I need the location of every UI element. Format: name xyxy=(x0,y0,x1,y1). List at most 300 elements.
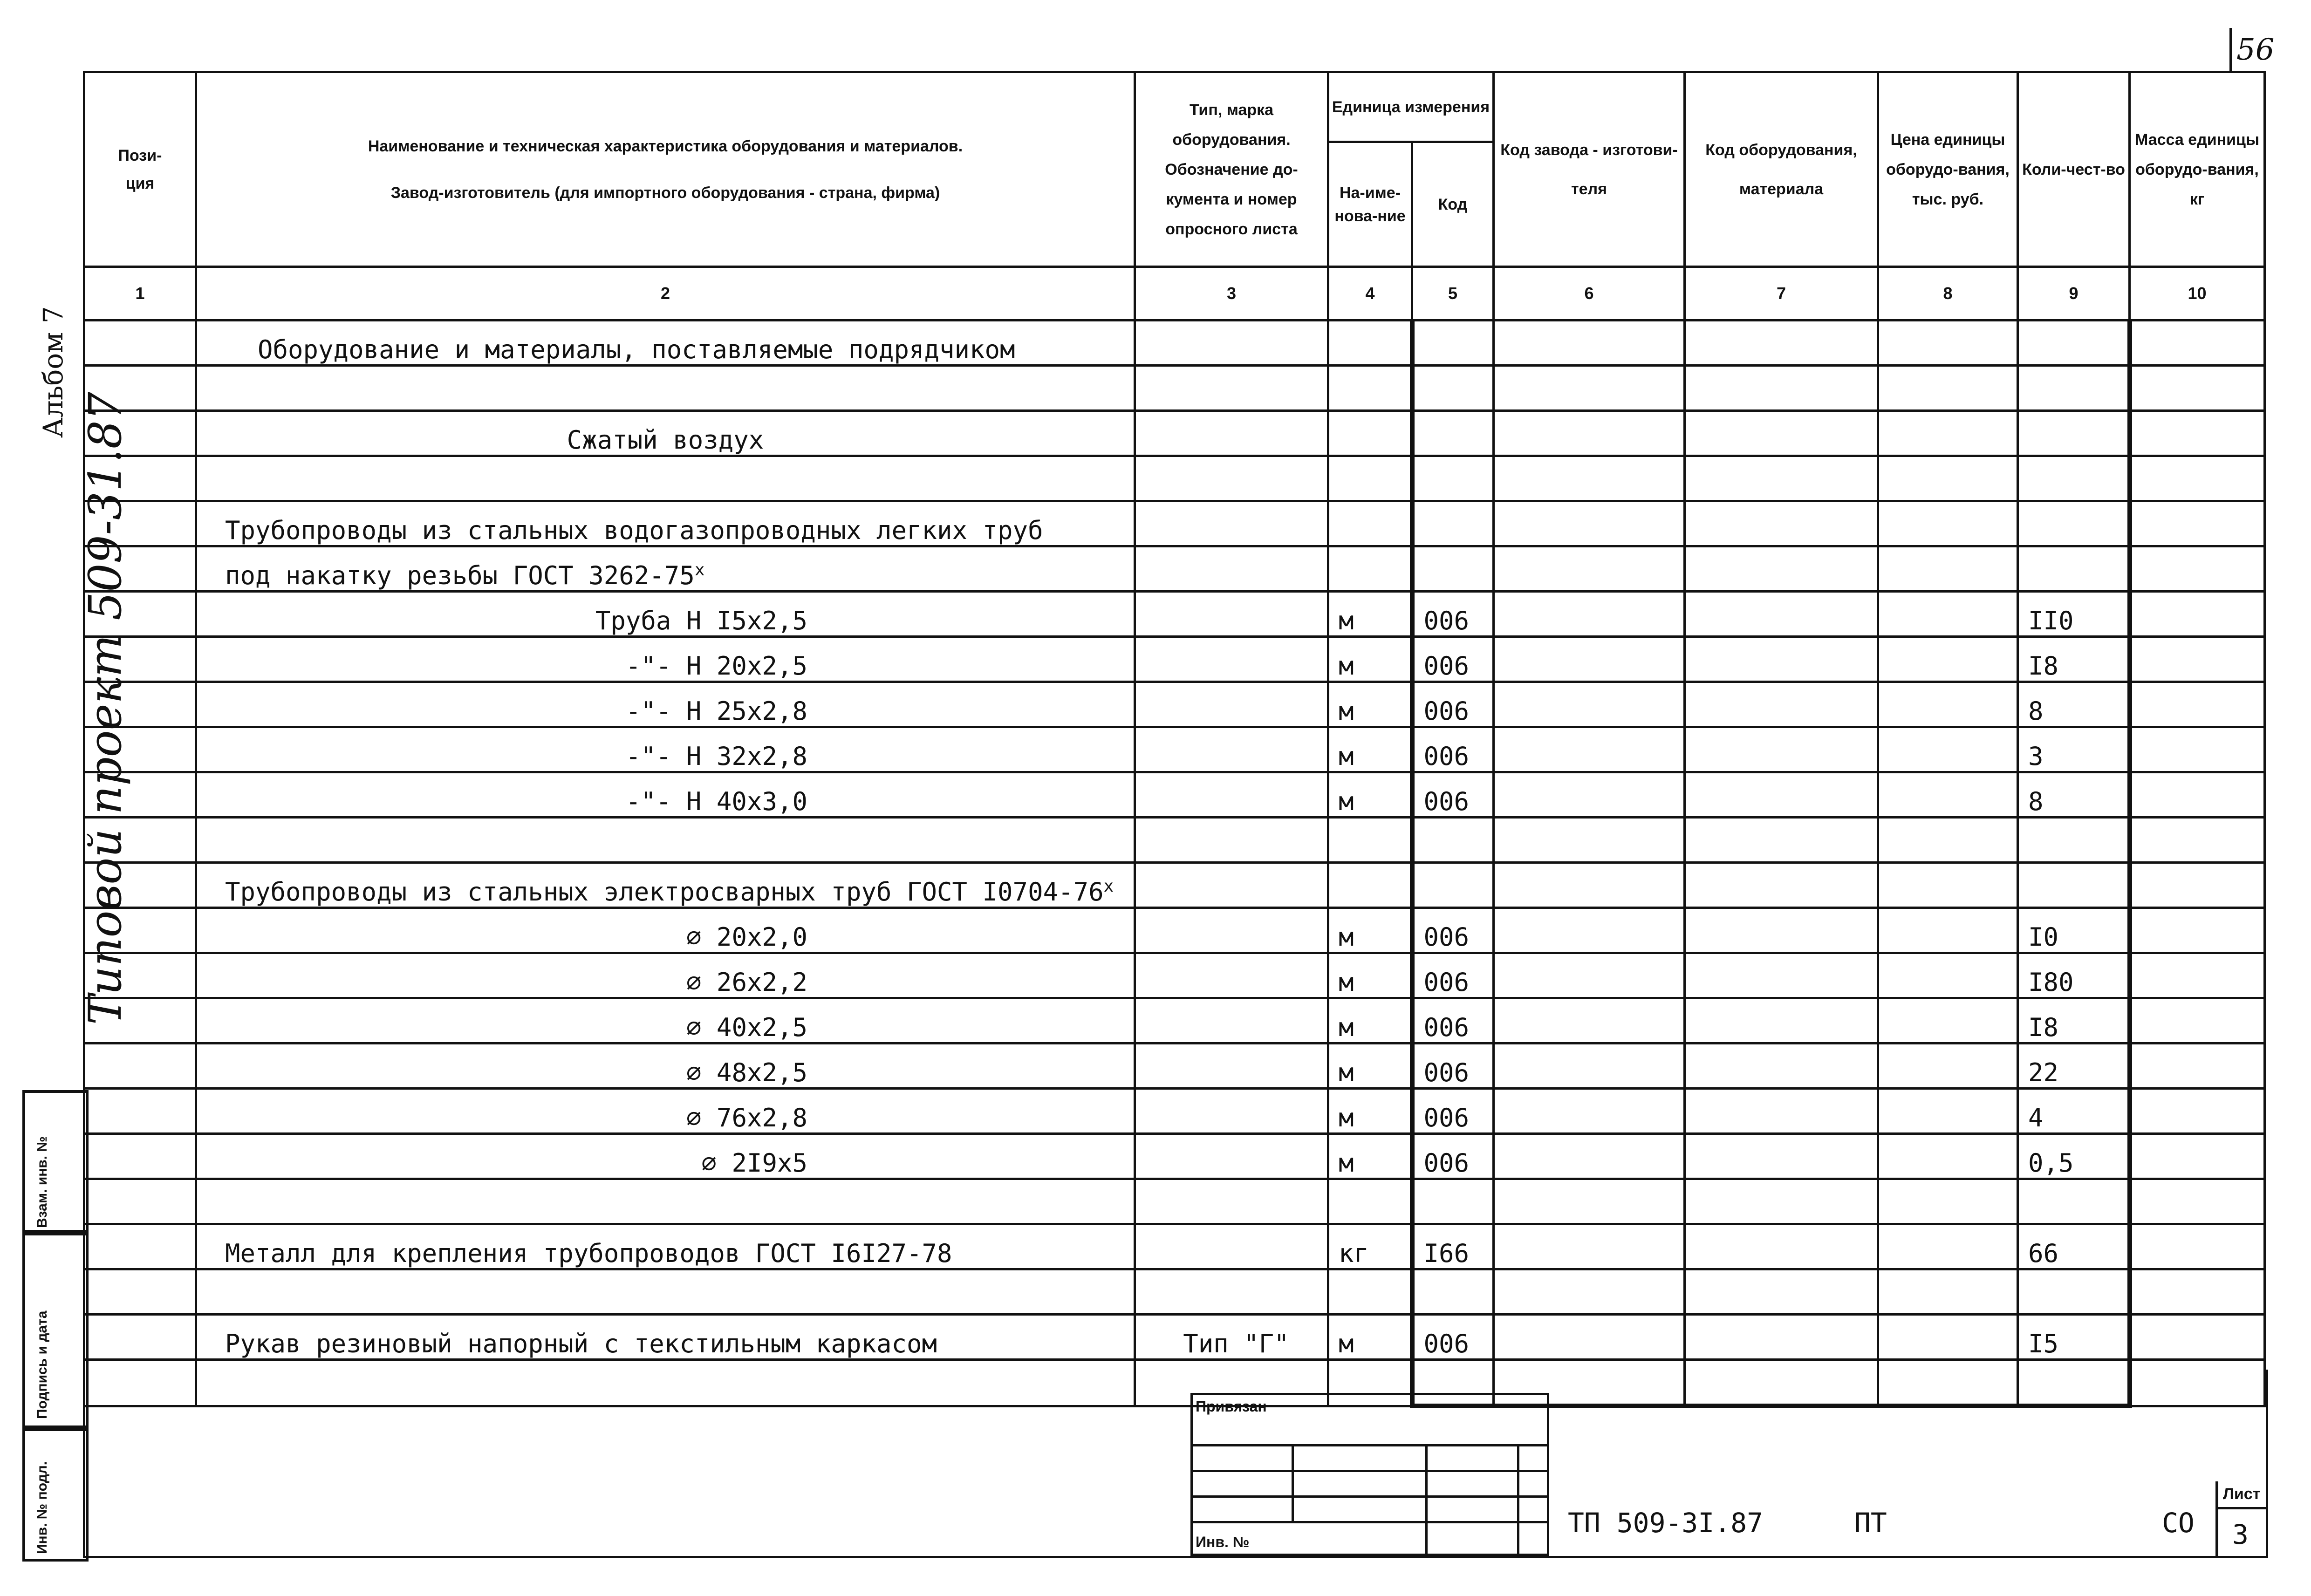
table-row xyxy=(84,818,2265,863)
cell-position xyxy=(84,1134,196,1179)
cell-unit-code xyxy=(1412,321,1494,366)
cell-price xyxy=(1878,546,2018,592)
stamp-vzam-label: Взам. инв. № xyxy=(34,1136,50,1228)
cell-factory-code xyxy=(1494,998,1685,1044)
cell-equipment-code xyxy=(1685,592,1878,637)
header-name xyxy=(196,72,1135,267)
column-number: 10 xyxy=(2130,267,2265,321)
cell-unit: кг xyxy=(1328,1224,1412,1269)
cell-name: -"- Н 20х2,5 xyxy=(196,637,1135,682)
superscript-mark: x xyxy=(694,560,705,580)
cell-position xyxy=(84,1315,196,1360)
sheet-number: 56 xyxy=(2236,33,2275,67)
cell-name: Оборудование и материалы, поставляемые подрядчиком xyxy=(196,321,1135,366)
table-row xyxy=(84,456,2265,501)
cell-equipment-code xyxy=(1685,1044,1878,1089)
cell-unit xyxy=(1328,1179,1412,1224)
cell-position xyxy=(84,1269,196,1315)
cell-unit: м xyxy=(1328,637,1412,682)
cell-mass xyxy=(2130,772,2265,818)
cell-type xyxy=(1135,818,1328,863)
cell-name xyxy=(196,456,1135,501)
cell-position xyxy=(84,501,196,546)
cell-type xyxy=(1135,953,1328,998)
cell-unit: м xyxy=(1328,953,1412,998)
cell-name: Трубопроводы из стальных электросварных труб ГОСТ I0704-76$^x$ xyxy=(196,863,1135,908)
header-type: Тип, марка оборудования. Обозначение до-кумента и номер опросного листа xyxy=(1135,72,1328,267)
table-row xyxy=(84,1044,2265,1089)
cell-unit: м xyxy=(1328,1315,1412,1360)
cell-name: под накатку резьбы ГОСТ 3262-75$^x$ xyxy=(196,546,1135,592)
cell-name: ∅ 20х2,0 xyxy=(196,908,1135,953)
cell-unit-code xyxy=(1412,366,1494,411)
cell-price xyxy=(1878,411,2018,456)
cell-name: Сжатый воздух xyxy=(196,411,1135,456)
stamp-podpis-box xyxy=(22,1230,89,1431)
column-number: 2 xyxy=(196,267,1135,321)
table-row xyxy=(84,1224,2265,1269)
cell-price xyxy=(1878,998,2018,1044)
cell-unit xyxy=(1328,366,1412,411)
cell-unit: м xyxy=(1328,908,1412,953)
cell-type xyxy=(1135,1044,1328,1089)
cell-unit-code xyxy=(1412,1179,1494,1224)
cell-price xyxy=(1878,637,2018,682)
cell-quantity xyxy=(2018,1179,2130,1224)
cell-unit-code: 006 xyxy=(1412,908,1494,953)
cell-quantity xyxy=(2018,366,2130,411)
table-row xyxy=(84,1315,2265,1360)
column-number: 8 xyxy=(1878,267,2018,321)
cell-mass xyxy=(2130,546,2265,592)
cell-name: -"- Н 32х2,8 xyxy=(196,727,1135,772)
cell-position xyxy=(84,772,196,818)
cell-price xyxy=(1878,727,2018,772)
cell-type xyxy=(1135,321,1328,366)
cell-type xyxy=(1135,863,1328,908)
sheet-value: 3 xyxy=(2232,1519,2249,1550)
cell-quantity xyxy=(2018,818,2130,863)
table-row xyxy=(84,501,2265,546)
cell-unit-code: 006 xyxy=(1412,953,1494,998)
cell-equipment-code xyxy=(1685,366,1878,411)
cell-factory-code xyxy=(1494,727,1685,772)
cell-type xyxy=(1135,501,1328,546)
cell-unit-code: 006 xyxy=(1412,1134,1494,1179)
cell-unit: м xyxy=(1328,998,1412,1044)
cell-equipment-code xyxy=(1685,818,1878,863)
title-block xyxy=(83,1370,2268,1558)
cell-price xyxy=(1878,1269,2018,1315)
cell-price xyxy=(1878,863,2018,908)
sheet-box xyxy=(2215,1481,2266,1556)
cell-unit-code xyxy=(1412,546,1494,592)
cell-position xyxy=(84,727,196,772)
document-stage: СО xyxy=(2162,1507,2195,1539)
table-row xyxy=(84,998,2265,1044)
cell-position xyxy=(84,1044,196,1089)
header-name-line1: Наименование и техническая характеристика оборудования и материалов. xyxy=(368,137,963,155)
cell-type xyxy=(1135,592,1328,637)
cell-mass xyxy=(2130,953,2265,998)
cell-name xyxy=(196,1269,1135,1315)
cell-factory-code xyxy=(1494,411,1685,456)
cell-quantity xyxy=(2018,501,2130,546)
table-row xyxy=(84,1269,2265,1315)
cell-factory-code xyxy=(1494,772,1685,818)
cell-unit-code: 006 xyxy=(1412,637,1494,682)
cell-unit: м xyxy=(1328,1089,1412,1134)
cell-price xyxy=(1878,1179,2018,1224)
cell-unit-code: 006 xyxy=(1412,1089,1494,1134)
cell-equipment-code xyxy=(1685,501,1878,546)
cell-equipment-code xyxy=(1685,1224,1878,1269)
cell-unit-code xyxy=(1412,456,1494,501)
cell-unit: м xyxy=(1328,592,1412,637)
cell-equipment-code xyxy=(1685,1179,1878,1224)
cell-equipment-code xyxy=(1685,998,1878,1044)
cell-equipment-code xyxy=(1685,908,1878,953)
cell-price xyxy=(1878,456,2018,501)
cell-unit: м xyxy=(1328,772,1412,818)
cell-factory-code xyxy=(1494,1224,1685,1269)
cell-price xyxy=(1878,953,2018,998)
cell-name: Трубопроводы из стальных водогазопроводных легких труб xyxy=(196,501,1135,546)
column-number: 3 xyxy=(1135,267,1328,321)
cell-quantity xyxy=(2018,411,2130,456)
header-equipment-code: Код оборудования, материала xyxy=(1685,72,1878,267)
cell-unit xyxy=(1328,411,1412,456)
binding-label: Привязан xyxy=(1192,1394,1548,1446)
cell-mass xyxy=(2130,592,2265,637)
table-row xyxy=(84,546,2265,592)
sheet-label: Лист xyxy=(2223,1485,2261,1503)
cell-quantity: 0,5 xyxy=(2018,1134,2130,1179)
table-body xyxy=(84,321,2265,1406)
cell-position xyxy=(84,366,196,411)
cell-unit xyxy=(1328,818,1412,863)
cell-mass xyxy=(2130,637,2265,682)
table-row xyxy=(84,953,2265,998)
cell-factory-code xyxy=(1494,953,1685,998)
cell-name: ∅ 26х2,2 xyxy=(196,953,1135,998)
cell-type xyxy=(1135,908,1328,953)
cell-mass xyxy=(2130,1224,2265,1269)
cell-equipment-code xyxy=(1685,1134,1878,1179)
header-price: Цена единицы оборудо-вания, тыс. руб. xyxy=(1878,72,2018,267)
cell-type: Тип "Г" xyxy=(1135,1315,1328,1360)
cell-unit xyxy=(1328,456,1412,501)
table-row xyxy=(84,637,2265,682)
cell-type xyxy=(1135,1134,1328,1179)
cell-unit-code: 006 xyxy=(1412,1044,1494,1089)
cell-price xyxy=(1878,1089,2018,1134)
cell-type xyxy=(1135,637,1328,682)
cell-equipment-code xyxy=(1685,637,1878,682)
cell-mass xyxy=(2130,321,2265,366)
cell-factory-code xyxy=(1494,592,1685,637)
cell-mass xyxy=(2130,863,2265,908)
sheet-number-divider xyxy=(2229,28,2232,72)
cell-quantity: 8 xyxy=(2018,682,2130,727)
cell-type xyxy=(1135,456,1328,501)
cell-quantity xyxy=(2018,863,2130,908)
cell-factory-code xyxy=(1494,321,1685,366)
cell-quantity: 4 xyxy=(2018,1089,2130,1134)
table-row xyxy=(84,682,2265,727)
cell-mass xyxy=(2130,1179,2265,1224)
cell-quantity xyxy=(2018,1269,2130,1315)
cell-equipment-code xyxy=(1685,411,1878,456)
cell-equipment-code xyxy=(1685,1269,1878,1315)
cell-name: Рукав резиновый напорный с текстильным каркасом xyxy=(196,1315,1135,1360)
header-unit-name: На-име-нова-ние xyxy=(1328,142,1412,267)
cell-price xyxy=(1878,366,2018,411)
cell-mass xyxy=(2130,456,2265,501)
cell-position xyxy=(84,592,196,637)
cell-mass xyxy=(2130,818,2265,863)
cell-equipment-code xyxy=(1685,682,1878,727)
cell-mass xyxy=(2130,411,2265,456)
cell-type xyxy=(1135,1269,1328,1315)
cell-unit: м xyxy=(1328,1134,1412,1179)
cell-price xyxy=(1878,1315,2018,1360)
table-row xyxy=(84,321,2265,366)
cell-quantity: 66 xyxy=(2018,1224,2130,1269)
cell-unit-code: 006 xyxy=(1412,998,1494,1044)
cell-price xyxy=(1878,592,2018,637)
cell-factory-code xyxy=(1494,908,1685,953)
album-label: Альбом 7 xyxy=(37,306,69,438)
table-row xyxy=(84,727,2265,772)
cell-mass xyxy=(2130,1044,2265,1089)
cell-unit-code: 006 xyxy=(1412,1315,1494,1360)
cell-factory-code xyxy=(1494,1269,1685,1315)
cell-name: Труба Н I5х2,5 xyxy=(196,592,1135,637)
column-number: 6 xyxy=(1494,267,1685,321)
cell-position xyxy=(84,1179,196,1224)
cell-equipment-code xyxy=(1685,727,1878,772)
cell-quantity: II0 xyxy=(2018,592,2130,637)
header-unit: Единица измерения xyxy=(1328,72,1494,142)
header-mass: Масса единицы оборудо-вания, кг xyxy=(2130,72,2265,267)
cell-unit: м xyxy=(1328,682,1412,727)
cell-unit: м xyxy=(1328,1044,1412,1089)
cell-position xyxy=(84,411,196,456)
header-factory-code: Код завода - изготови-теля xyxy=(1494,72,1685,267)
cell-price xyxy=(1878,1134,2018,1179)
cell-equipment-code xyxy=(1685,772,1878,818)
cell-quantity xyxy=(2018,546,2130,592)
cell-type xyxy=(1135,1089,1328,1134)
cell-factory-code xyxy=(1494,366,1685,411)
cell-mass xyxy=(2130,1089,2265,1134)
table-row xyxy=(84,1134,2265,1179)
cell-equipment-code xyxy=(1685,1089,1878,1134)
cell-factory-code xyxy=(1494,1044,1685,1089)
cell-name xyxy=(196,366,1135,411)
cell-unit xyxy=(1328,501,1412,546)
cell-name: ∅ 48х2,5 xyxy=(196,1044,1135,1089)
cell-price xyxy=(1878,501,2018,546)
superscript-mark: x xyxy=(1103,877,1114,896)
cell-factory-code xyxy=(1494,546,1685,592)
table-row xyxy=(84,908,2265,953)
cell-equipment-code xyxy=(1685,1315,1878,1360)
column-number: 9 xyxy=(2018,267,2130,321)
cell-equipment-code xyxy=(1685,546,1878,592)
cell-mass xyxy=(2130,682,2265,727)
table-row xyxy=(84,863,2265,908)
cell-unit: м xyxy=(1328,727,1412,772)
cell-quantity xyxy=(2018,321,2130,366)
cell-mass xyxy=(2130,998,2265,1044)
column-number: 4 xyxy=(1328,267,1412,321)
cell-mass xyxy=(2130,366,2265,411)
inventory-label: Инв. № xyxy=(1192,1522,1427,1555)
specification-table xyxy=(83,71,2266,1408)
header-unit-code: Код xyxy=(1412,142,1494,267)
cell-factory-code xyxy=(1494,637,1685,682)
cell-name: ∅ 76х2,8 xyxy=(196,1089,1135,1134)
cell-type xyxy=(1135,1224,1328,1269)
cell-position xyxy=(84,818,196,863)
stamp-vzam-box xyxy=(22,1090,89,1235)
cell-position xyxy=(84,456,196,501)
cell-mass xyxy=(2130,1315,2265,1360)
cell-type xyxy=(1135,411,1328,456)
cell-factory-code xyxy=(1494,818,1685,863)
column-number: 1 xyxy=(84,267,196,321)
document-mark: ПТ xyxy=(1854,1507,1887,1539)
cell-name xyxy=(196,1179,1135,1224)
cell-price xyxy=(1878,1224,2018,1269)
cell-position xyxy=(84,998,196,1044)
cell-type xyxy=(1135,998,1328,1044)
cell-factory-code xyxy=(1494,501,1685,546)
cell-mass xyxy=(2130,1134,2265,1179)
cell-type xyxy=(1135,682,1328,727)
cell-unit xyxy=(1328,1269,1412,1315)
stamp-inv-box xyxy=(22,1425,89,1562)
cell-quantity: I0 xyxy=(2018,908,2130,953)
cell-unit-code xyxy=(1412,818,1494,863)
stamp-inv-label: Инв. № подл. xyxy=(34,1461,50,1554)
cell-name: ∅ 40х2,5 xyxy=(196,998,1135,1044)
cell-name: -"- Н 25х2,8 xyxy=(196,682,1135,727)
cell-price xyxy=(1878,818,2018,863)
cell-quantity: I8 xyxy=(2018,637,2130,682)
document-code: ТП 509-3I.87 xyxy=(1568,1507,1764,1539)
table-row xyxy=(84,366,2265,411)
cell-position xyxy=(84,1224,196,1269)
cell-name xyxy=(196,818,1135,863)
cell-equipment-code xyxy=(1685,456,1878,501)
table-row xyxy=(84,1179,2265,1224)
cell-equipment-code xyxy=(1685,953,1878,998)
cell-price xyxy=(1878,682,2018,727)
cell-type xyxy=(1135,727,1328,772)
cell-equipment-code xyxy=(1685,321,1878,366)
cell-name: Металл для крепления трубопроводов ГОСТ I6I27-78 xyxy=(196,1224,1135,1269)
cell-mass xyxy=(2130,501,2265,546)
cell-price xyxy=(1878,321,2018,366)
cell-unit-code: 006 xyxy=(1412,592,1494,637)
table-row xyxy=(84,1089,2265,1134)
cell-mass xyxy=(2130,727,2265,772)
cell-unit-code: 006 xyxy=(1412,682,1494,727)
cell-quantity: 3 xyxy=(2018,727,2130,772)
cell-position xyxy=(84,908,196,953)
cell-factory-code xyxy=(1494,1315,1685,1360)
cell-quantity xyxy=(2018,456,2130,501)
cell-mass xyxy=(2130,908,2265,953)
cell-price xyxy=(1878,772,2018,818)
cell-unit-code: I66 xyxy=(1412,1224,1494,1269)
cell-unit xyxy=(1328,546,1412,592)
cell-factory-code xyxy=(1494,863,1685,908)
cell-quantity: I80 xyxy=(2018,953,2130,998)
cell-name: ∅ 2I9х5 xyxy=(196,1134,1135,1179)
cell-position xyxy=(84,682,196,727)
stamp-podpis-label: Подпись и дата xyxy=(34,1310,50,1419)
cell-position xyxy=(84,637,196,682)
cell-unit-code xyxy=(1412,863,1494,908)
cell-factory-code xyxy=(1494,682,1685,727)
cell-quantity: I8 xyxy=(2018,998,2130,1044)
column-number: 5 xyxy=(1412,267,1494,321)
project-label: Типовой проект 509-31.87 xyxy=(79,392,131,1025)
table-row xyxy=(84,411,2265,456)
cell-price xyxy=(1878,908,2018,953)
cell-factory-code xyxy=(1494,456,1685,501)
cell-unit-code: 006 xyxy=(1412,727,1494,772)
binding-stamp xyxy=(1190,1393,1549,1556)
cell-quantity: 22 xyxy=(2018,1044,2130,1089)
cell-type xyxy=(1135,366,1328,411)
column-number: 7 xyxy=(1685,267,1878,321)
cell-unit xyxy=(1328,321,1412,366)
cell-mass xyxy=(2130,1269,2265,1315)
cell-position xyxy=(84,546,196,592)
cell-position xyxy=(84,321,196,366)
header-quantity: Коли-чест-во xyxy=(2018,72,2130,267)
cell-type xyxy=(1135,1179,1328,1224)
cell-position xyxy=(84,953,196,998)
cell-quantity: 8 xyxy=(2018,772,2130,818)
cell-quantity: I5 xyxy=(2018,1315,2130,1360)
cell-factory-code xyxy=(1494,1134,1685,1179)
cell-type xyxy=(1135,772,1328,818)
cell-name: -"- Н 40х3,0 xyxy=(196,772,1135,818)
cell-equipment-code xyxy=(1685,863,1878,908)
cell-unit-code xyxy=(1412,411,1494,456)
header-position: Пози- ция xyxy=(84,72,196,267)
cell-unit-code xyxy=(1412,501,1494,546)
table-row xyxy=(84,772,2265,818)
header-name-line2: Завод-изготовитель (для импортного оборудования - страна, фирма) xyxy=(390,184,940,202)
cell-factory-code xyxy=(1494,1179,1685,1224)
cell-unit-code xyxy=(1412,1269,1494,1315)
cell-position xyxy=(84,863,196,908)
column-number-row xyxy=(84,267,2265,321)
cell-price xyxy=(1878,1044,2018,1089)
cell-unit xyxy=(1328,863,1412,908)
cell-position xyxy=(84,1089,196,1134)
cell-type xyxy=(1135,546,1328,592)
table-row xyxy=(84,592,2265,637)
cell-unit-code: 006 xyxy=(1412,772,1494,818)
